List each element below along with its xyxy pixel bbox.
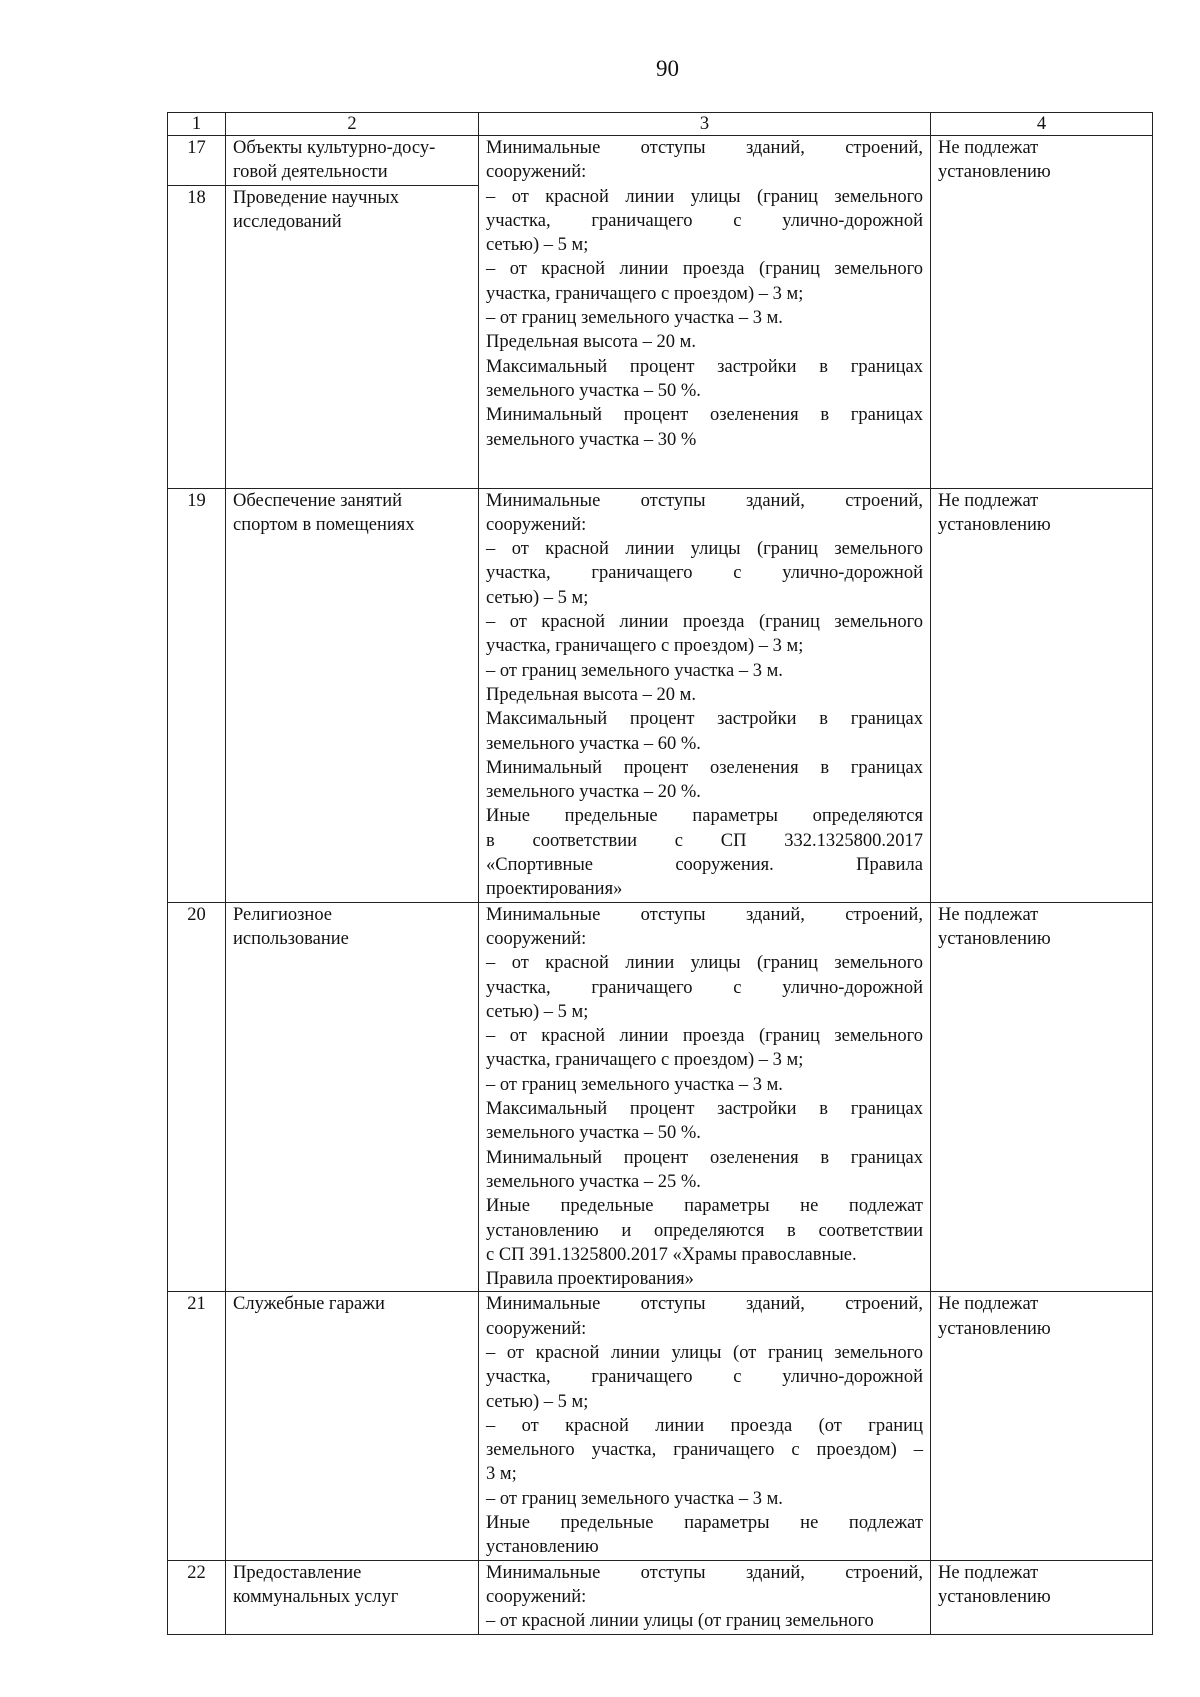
row-number: 21 [168,1292,226,1560]
table-row-19 [168,488,1153,902]
parameter-line: земельного участка – 25 %. [486,1171,701,1192]
parameter-line: участка, граничащего с улично-дорожной [486,1367,923,1388]
parameter-line: сооружений: [486,162,587,183]
restrictions-note: Не подлежат установлению [931,488,1153,902]
page-number: 90 [656,56,679,81]
parameter-line: – от красной линии проезда (от границ [486,1415,923,1436]
parameter-line: Минимальные отступы зданий, строений, [486,138,923,158]
parameter-line: – от красной линии проезда (границ земельного [486,259,923,280]
table-row-21 [168,1292,1153,1560]
parameter-line: Иные предельные параметры определяются [486,806,923,827]
parameters-cell [479,1292,931,1560]
parameter-line: земельного участка – 50 %. [486,380,701,401]
parameter-line: – от красной линии улицы (границ земельного [486,953,923,974]
parameter-line: сетью) – 5 м; [486,235,589,256]
parameter-line: «Спортивные сооружения. Правила [486,855,923,876]
column-number-4: 4 [931,113,1153,136]
row-number: 19 [168,488,226,902]
table-row-20 [168,902,1153,1292]
parameter-line: – от красной линии проезда (границ земельного [486,612,923,633]
parameter-line: установлению и определяются в соответствии [486,1220,923,1241]
row-number: 22 [168,1560,226,1634]
parameter-line: Иные предельные параметры не подлежат [486,1196,923,1217]
table-row-22 [168,1560,1153,1634]
parameter-line: – от границ земельного участка – 3 м. [486,1074,783,1095]
parameter-line: с СП 391.1325800.2017 «Храмы православные. [486,1244,857,1265]
parameter-line: земельного участка, граничащего с проездом) – [486,1440,923,1461]
restrictions-note: Не подлежат установлению [931,1560,1153,1634]
parameter-line: сооружений: [486,514,587,535]
parameter-line: Правила проектирования» [486,1269,694,1290]
parameter-line: – от границ земельного участка – 3 м. [486,1488,783,1509]
parameter-line: сооружений: [486,1586,587,1607]
use-type-name: Проведение научных исследований [226,185,479,488]
parameter-line: Иные предельные параметры не подлежат [486,1513,923,1534]
parameters-cell [479,488,931,902]
parameter-line: Минимальные отступы зданий, строений, [486,904,923,925]
parameter-line: Максимальный процент застройки в границах [486,356,923,377]
use-type-name: Религиозное использование [226,902,479,1292]
use-type-name: Объекты культурно-досу- говой деятельности [226,136,479,186]
parameter-line: Минимальный процент озеленения в границах [486,1147,923,1168]
parameter-line: участка, граничащего с улично-дорожной [486,563,923,584]
column-number-3: 3 [479,113,931,136]
parameter-line: проектирования» [486,879,623,900]
parameter-line: – от красной линии улицы (от границ земельного [486,1611,874,1632]
parameter-line: Минимальный процент озеленения в границах [486,405,923,426]
use-type-name: Служебные гаражи [226,1292,479,1560]
parameter-line: Предельная высота – 20 м. [486,332,696,353]
parameter-line: 3 м; [486,1464,517,1485]
parameter-line: участка, граничащего с проездом) – 3 м; [486,283,804,304]
parameters-cell [479,902,931,1292]
parameter-line: участка, граничащего с проездом) – 3 м; [486,1050,804,1071]
parameter-line: сетью) – 5 м; [486,587,589,608]
parameter-line: – от границ земельного участка – 3 м. [486,308,783,329]
restrictions-note: Не подлежат установлению [931,902,1153,1292]
column-number-1: 1 [168,113,226,136]
parameter-line: земельного участка – 30 % [486,429,697,450]
parameter-line: Минимальные отступы зданий, строений, [486,1562,923,1583]
parameter-line: Минимальные отступы зданий, строений, [486,490,923,511]
parameter-line: сооружений: [486,1318,587,1339]
use-type-name: Обеспечение занятий спортом в помещениях [226,488,479,902]
parameter-line: земельного участка – 20 %. [486,782,701,803]
parameter-line: Максимальный процент застройки в границах [486,1099,923,1120]
column-number-2: 2 [226,113,479,136]
parameter-line: участка, граничащего с улично-дорожной [486,210,923,231]
parameter-line: – от красной линии улицы (от границ земельного [486,1342,923,1363]
parameter-line: Максимальный процент застройки в границах [486,709,923,730]
parameters-cell [479,136,931,489]
parameter-line: участка, граничащего с проездом) – 3 м; [486,636,804,657]
table-row-17 [168,136,1153,186]
restrictions-note: Не подлежат установлению [931,1292,1153,1560]
parameter-line: – от красной линии улицы (границ земельного [486,186,923,207]
row-number: 20 [168,902,226,1292]
parameters-cell [479,1560,931,1634]
parameter-line: сетью) – 5 м; [486,1001,589,1022]
parameter-line: – от красной линии проезда (границ земельного [486,1026,923,1047]
parameter-line: установлению [486,1537,599,1558]
parameter-line: Минимальный процент озеленения в границах [486,757,923,778]
zoning-parameters-table [167,112,1153,1635]
parameter-line: – от границ земельного участка – 3 м. [486,660,783,681]
row-number: 17 [168,136,226,186]
parameter-line: Предельная высота – 20 м. [486,684,696,705]
parameter-line: сетью) – 5 м; [486,1391,589,1412]
row-number: 18 [168,185,226,488]
parameter-line: – от красной линии улицы (границ земельного [486,539,923,560]
parameter-line: участка, граничащего с улично-дорожной [486,977,923,998]
parameter-line: земельного участка – 60 %. [486,733,701,754]
restrictions-note: Не подлежат установлению [931,136,1153,489]
column-number-header-row [168,113,1153,136]
parameter-line: земельного участка – 50 %. [486,1123,701,1144]
parameter-line: Минимальные отступы зданий, строений, [486,1294,923,1315]
parameter-line: сооружений: [486,928,587,949]
parameter-line: в соответствии с СП 332.1325800.2017 [486,830,923,851]
use-type-name: Предоставление коммунальных услуг [226,1560,479,1634]
